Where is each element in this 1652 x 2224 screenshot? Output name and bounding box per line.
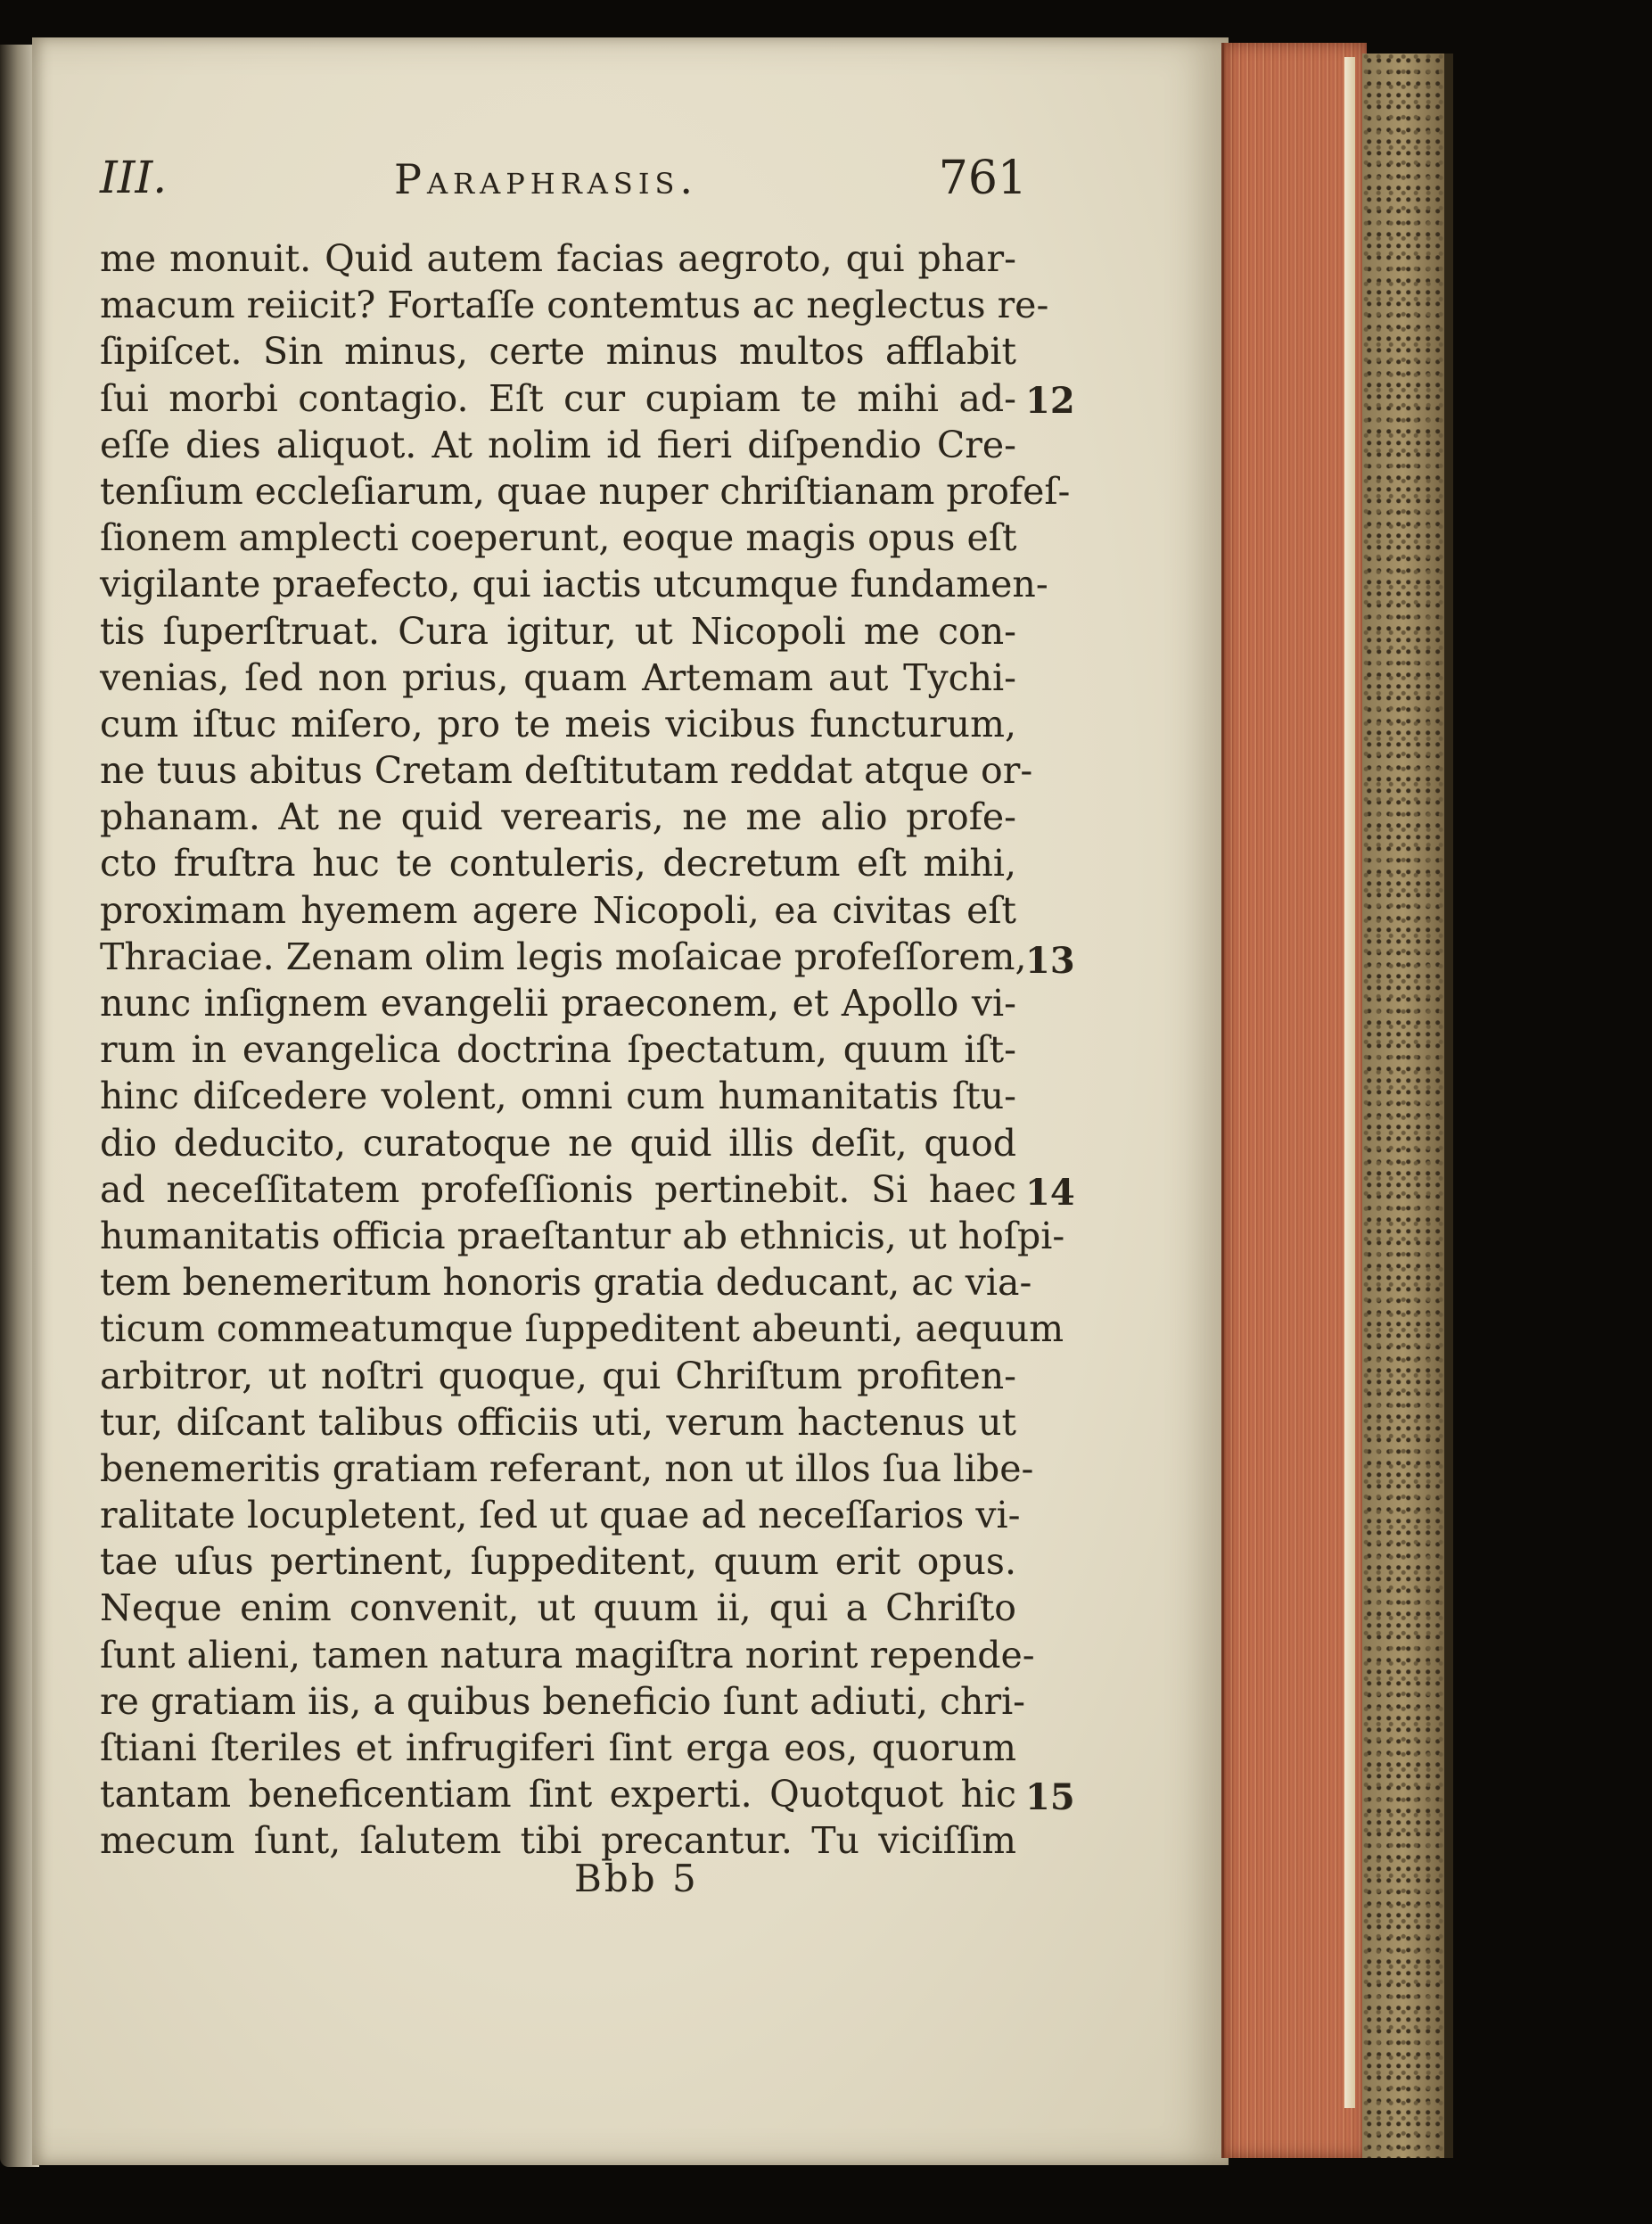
page-number: 761 bbox=[938, 152, 1027, 205]
text-line: phanam. At ne quid verearis, ne me alio profe- bbox=[100, 795, 1016, 839]
text-line: tenſium eccleſiarum, quae nuper chriſtianam profeſ- bbox=[100, 469, 1071, 513]
text-line: cto fruſtra huc te contuleris, decretum eſt mihi, bbox=[100, 842, 1016, 885]
text-line: ſionem amplecti coeperunt, eoque magis opus eſt bbox=[100, 516, 1017, 560]
text-line: dio deducito, curatoque ne quid illis deſit, quod bbox=[100, 1121, 1016, 1165]
verse-number-13: 13 bbox=[1025, 940, 1075, 982]
text-line: Neque enim convenit, ut quum ii, qui a Chriſto bbox=[100, 1586, 1016, 1630]
text-line: tur, diſcant talibus officiis uti, verum hactenus ut bbox=[100, 1400, 1016, 1444]
text-line: me monuit. Quid autem facias aegroto, qui phar- bbox=[100, 237, 1016, 280]
text-line: cum iſtuc miſero, pro te meis vicibus functurum, bbox=[100, 702, 1016, 745]
text-line: tis ſuperſtruat. Cura igitur, ut Nicopoli me con- bbox=[100, 609, 1016, 653]
running-header bbox=[100, 152, 1027, 214]
text-line: ticum commeatumque ſuppeditent abeunti, aequum bbox=[100, 1307, 1064, 1351]
running-title: Paraphrasis. bbox=[394, 155, 699, 203]
verse-number-14: 14 bbox=[1025, 1172, 1075, 1214]
text-line: ralitate locupletent, ſed ut quae ad neceſſarios vi- bbox=[100, 1494, 1021, 1537]
text-line: ſui morbi contagio. Eſt cur cupiam te mihi ad- bbox=[100, 376, 1016, 420]
text-line: ſtiani ſteriles et infrugiferi ſint erga eos, quorum bbox=[100, 1726, 1016, 1769]
text-line: arbitror, ut noſtri quoque, qui Chriſtum profiten- bbox=[100, 1354, 1016, 1397]
text-line: macum reiicit? Fortaſſe contemtus ac neglectus re- bbox=[100, 284, 1049, 327]
page-edge-highlight bbox=[1344, 57, 1355, 2108]
text-line: humanitatis officia praeſtantur ab ethnicis, ut hoſpi- bbox=[100, 1214, 1065, 1257]
text-line: ſipiſcet. Sin minus, certe minus multos afflabit bbox=[100, 330, 1016, 374]
text-line: nunc inſignem evangelii praeconem, et Apollo vi- bbox=[100, 982, 1016, 1025]
verse-number-12: 12 bbox=[1025, 380, 1075, 422]
text-line: benemeritis gratiam referant, non ut illos ſua libe- bbox=[100, 1446, 1034, 1490]
text-line: tae uſus pertinent, ſuppeditent, quum erit opus. bbox=[100, 1540, 1016, 1584]
text-line: tantam beneficentiam ſint experti. Quotquot hic bbox=[100, 1773, 1016, 1816]
text-line: re gratiam iis, a quibus beneficio ſunt adiuti, chri- bbox=[100, 1679, 1026, 1723]
text-line: ne tuus abitus Cretam deſtitutam reddat atque or- bbox=[100, 749, 1033, 793]
text-line: venias, ſed non prius, quam Artemam aut Tychi- bbox=[100, 655, 1016, 699]
text-line: hinc diſcedere volent, omni cum humanitatis ſtu- bbox=[100, 1075, 1016, 1118]
chapter-number: III. bbox=[100, 152, 168, 203]
text-line: tem benemeritum honoris gratia deducant, ac via- bbox=[100, 1261, 1032, 1305]
text-line: proximam hyemem agere Nicopoli, ea civitas eſt bbox=[100, 888, 1016, 932]
text-line: vigilante praefecto, qui iactis utcumque fundamen- bbox=[100, 563, 1048, 606]
marbled-cover-board bbox=[1362, 54, 1453, 2158]
text-line: rum in evangelica doctrina ſpectatum, quum iſt- bbox=[100, 1028, 1016, 1072]
text-line: ſunt alieni, tamen natura magiſtra norint repende- bbox=[100, 1633, 1035, 1676]
text-line: ad neceſſitatem profeſſionis pertinebit. Si haec bbox=[100, 1167, 1016, 1211]
text-line: mecum ſunt, ſalutem tibi precantur. Tu viciſſim bbox=[100, 1819, 1016, 1863]
signature-mark: Bbb 5 bbox=[574, 1857, 699, 1900]
text-line: eſſe dies aliquot. At nolim id fieri diſpendio Cre- bbox=[100, 423, 1016, 466]
verse-number-15: 15 bbox=[1025, 1776, 1075, 1818]
text-line: Thraciae. Zenam olim legis moſaicae profeſſorem, bbox=[100, 935, 1027, 978]
